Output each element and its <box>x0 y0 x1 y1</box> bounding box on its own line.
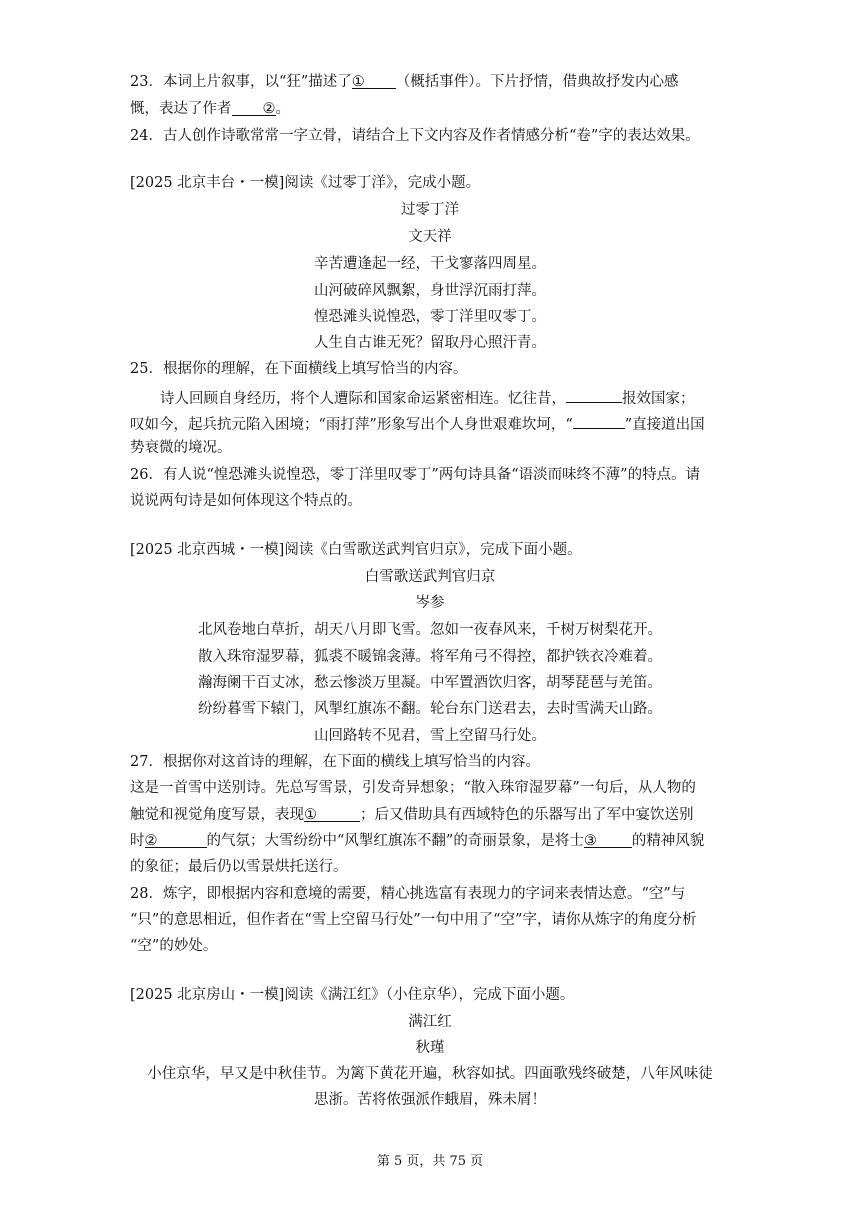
poem-line: 思浙。苦将侬强派作蛾眉，殊未屑！ <box>314 1092 546 1108</box>
q25-text: 诗人回顾自身经历，将个人遭际和国家命运紧密相连。忆往昔， <box>160 391 566 407</box>
q28-line3: “空”的妙处。 <box>130 938 218 954</box>
q25-text: ”直接道出国 <box>624 417 705 433</box>
q26-line2: 说说两句诗是如何体现这个特点的。 <box>130 493 362 509</box>
q25-text: 报效国家； <box>622 391 695 407</box>
blank-marker: ③ <box>583 833 597 849</box>
poem-line: 山回路转不见君，雪上空留马行处。 <box>314 728 546 744</box>
blank-marker: ② <box>144 833 158 849</box>
q23-text: （概括事件）。下片抒情，借典故抒发内心感 <box>395 74 679 90</box>
poem-line: 北风卷地白草折，胡天八月即飞雪。忽如一夜春风来，千树万树梨花开。 <box>198 622 662 638</box>
answer-blank[interactable] <box>232 99 276 116</box>
q27-text: 的气氛；大雪纷纷中“风掣红旗冻不翻”的奇丽景象，是将士 <box>206 833 584 849</box>
answer-blank[interactable] <box>352 72 396 89</box>
poem-line: 山河破碎风飘絮，身世浮沉雨打萍。 <box>314 283 546 299</box>
q27-line5: 的象征；最后仍以雪景烘托送行。 <box>130 859 348 875</box>
q26-line1: 26．有人说“惶恐滩头说惶恐，零丁洋里叹零丁”两句诗具备“语淡而味终不薄”的特点。请 <box>130 467 701 483</box>
q27-text: ；后又借助具有西域特色的乐器写出了军中宴饮送别 <box>360 807 694 823</box>
poem-title: 过零丁洋 <box>401 202 459 218</box>
q27-text: 触觉和视觉角度写景，表现 <box>130 807 304 823</box>
q27-line4 <box>130 831 704 851</box>
blank-marker: ② <box>262 101 276 117</box>
poem-author: 秋瑾 <box>415 1040 445 1056</box>
q23-text: 。 <box>275 101 290 117</box>
page-footer: 第 5 页，共 75 页 <box>376 1154 484 1169</box>
q25-line2 <box>160 386 695 409</box>
answer-blank[interactable] <box>573 412 625 429</box>
poem-line: 纷纷暮雪下辕门，风掣红旗冻不翻。轮台东门送君去，去时雪满天山路。 <box>198 701 662 717</box>
poem-line: 人生自古谁无死？留取丹心照汗青。 <box>314 335 546 351</box>
answer-blank[interactable] <box>145 831 207 848</box>
q27-line1: 27．根据你对这首诗的理解，在下面的横线上填写恰当的内容。 <box>130 754 540 770</box>
section-intro: [2025 北京丰台・一模]阅读《过零丁洋》，完成小题。 <box>130 175 481 191</box>
q28-line1: 28．炼字，即根据内容和意境的需要，精心挑选富有表现力的字词来表情达意。“空”与 <box>130 886 686 902</box>
poem-title: 满江红 <box>408 1014 452 1030</box>
answer-blank[interactable] <box>566 386 622 403</box>
poem-line: 辛苦遭逢起一经，干戈寥落四周星。 <box>314 256 546 272</box>
q23-line2 <box>130 99 290 119</box>
poem-line: 小住京华，早又是中秋佳节。为篱下黄花开遍，秋容如拭。四面歌残终破楚，八年风味徒 <box>147 1066 713 1082</box>
poem-line: 散入珠帘湿罗幕，狐裘不暖锦衾薄。将军角弓不得控，都护铁衣冷难着。 <box>198 649 662 665</box>
q24-line: 24．古人创作诗歌常常一字立骨，请结合上下文内容及作者情感分析“卷”字的表达效果。 <box>130 128 700 144</box>
poem-title: 白雪歌送武判官归京 <box>364 569 496 585</box>
q25-line1: 25．根据你的理解，在下面横线上填写恰当的内容。 <box>130 361 468 377</box>
poem-author: 岑参 <box>415 595 445 611</box>
q27-text: 时 <box>130 833 145 849</box>
q27-line2: 这是一首雪中送别诗。先总写雪景，引发奇异想象；“散入珠帘湿罗幕”一句后，从人物的 <box>130 780 696 796</box>
q23-text: 慨，表达了作者 <box>130 101 232 117</box>
q27-text: 的精神风貌 <box>631 833 705 849</box>
q25-line3 <box>130 412 705 435</box>
answer-blank[interactable] <box>304 805 360 822</box>
q25-line4: 势衰微的境况。 <box>130 440 232 456</box>
q25-text: 叹如今，起兵抗元陷入困境；“雨打萍”形象写出个人身世艰难坎坷，“ <box>130 417 573 433</box>
blank-marker: ① <box>304 807 317 823</box>
answer-blank[interactable] <box>584 831 632 848</box>
blank-marker: ① <box>351 74 365 90</box>
section-intro: [2025 北京西城・一模]阅读《白雪歌送武判官归京》，完成下面小题。 <box>130 542 582 558</box>
poem-author: 文天祥 <box>408 229 452 245</box>
section-intro: [2025 北京房山・一模]阅读《满江红》（小住京华），完成下面小题。 <box>130 987 575 1003</box>
poem-line: 惶恐滩头说惶恐，零丁洋里叹零丁。 <box>314 309 546 325</box>
q27-line3 <box>130 805 694 825</box>
q28-line2: “只”的意思相近，但作者在“雪上空留马行处”一句中用了“空”字，请你从炼字的角度分析 <box>130 912 697 928</box>
q23-text: 23．本词上片叙事，以“狂”描述了 <box>130 74 352 90</box>
poem-line: 瀚海阑干百丈冰，愁云惨淡万里凝。中军置酒饮归客，胡琴琵琶与羌笛。 <box>198 675 662 691</box>
q23-line1 <box>130 72 679 92</box>
